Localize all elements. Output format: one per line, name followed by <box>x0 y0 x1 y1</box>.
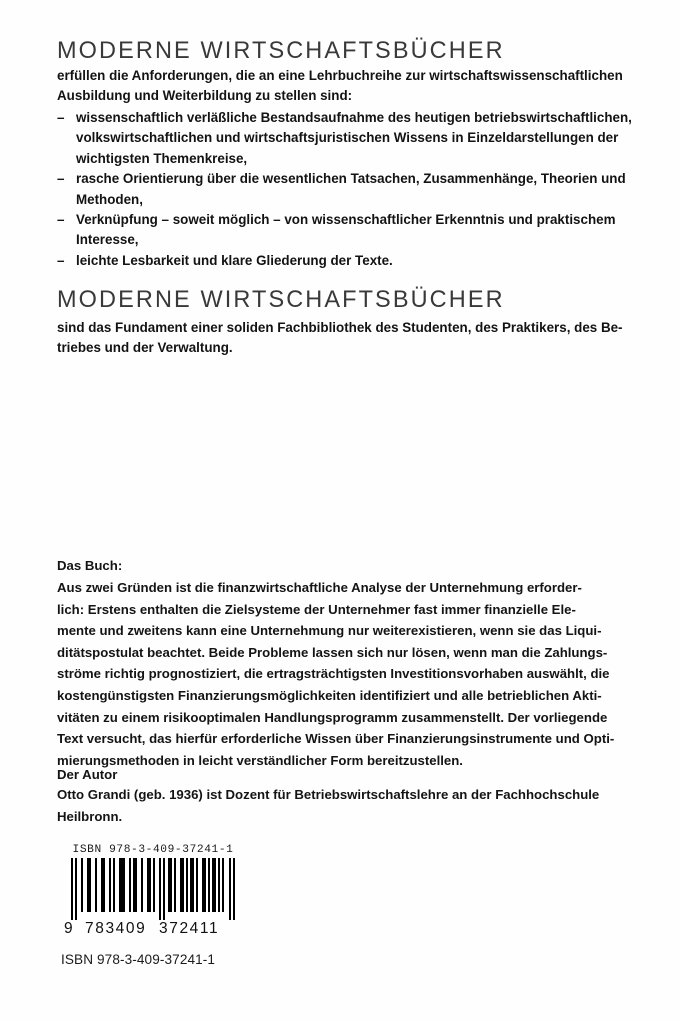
dash-marker-icon: – <box>57 171 65 187</box>
blurb-line: ströme richtig prognostiziert, die ertragsträchtigsten Investitionsvorhaben auswählt, die <box>57 666 610 682</box>
blurb-line: Text versucht, das hierfür erforderliche Wissen über Finanzierungsinstrumente und Opti- <box>57 731 615 747</box>
list-item-line: Verknüpfung – soweit möglich – von wissenschaftlicher Erkenntnis und praktischem <box>76 212 616 228</box>
blurb-line: lich: Erstens enthalten die Zielsysteme der Unternehmer fast immer finanzielle Ele- <box>57 601 576 617</box>
list-item-line: wissenschaftlich verläßliche Bestandsaufnahme des heutigen betriebswirtschaftlichen, <box>76 110 632 125</box>
series-intro-line-2: Ausbildung und Weiterbildung zu stellen sind: <box>57 88 353 104</box>
ean13-barcode-image <box>67 858 239 920</box>
author-bio-text <box>57 784 633 827</box>
list-item-line: rasche Orientierung über die wesentlichen Tatsachen, Zusammenhänge, Theorien und <box>76 171 626 187</box>
list-item <box>57 108 633 169</box>
series-heading-primary: MODERNE WIRTSCHAFTSBÜCHER <box>57 36 505 64</box>
barcode-digits-right: 372411 <box>159 920 220 937</box>
blurb-line: mente und zweitens kann eine Unternehmung nur weiterexistieren, wenn sie das Liqui- <box>57 623 602 639</box>
series-heading-secondary: MODERNE WIRTSCHAFTSBÜCHER <box>57 285 505 313</box>
author-bio-line: Heilbronn. <box>57 808 123 824</box>
series-intro-line-1: erfüllen die Anforderungen, die an eine Lehrbuchreihe zur wirtschaftswissenschaftlichen <box>57 68 623 83</box>
isbn-text: ISBN 978-3-409-37241-1 <box>61 952 216 967</box>
author-label: Der Autor <box>57 767 118 782</box>
list-item-line: volkswirtschaftlichen und wirtschaftsjuristischen Wissens in Einzeldarstellungen der <box>76 130 619 146</box>
series-intro-paragraph <box>57 66 633 107</box>
barcode-human-readable-digits <box>61 920 247 936</box>
blurb-line: vitäten zu einem risikooptimalen Handlungsprogramm zusammenstellt. Der vorliegende <box>57 709 608 725</box>
blurb-line: kostengünstigsten Finanzierungsmöglichkeiten identifiziert und alle betrieblichen Akti- <box>57 687 602 703</box>
list-item <box>57 251 633 271</box>
dash-marker-icon: – <box>57 110 65 125</box>
series-footer-line-2: triebes und der Verwaltung. <box>57 340 233 356</box>
list-item-line: wichtigsten Themenkreise, <box>76 150 248 166</box>
dash-marker-icon: – <box>57 212 65 228</box>
list-item-line: Methoden, <box>76 191 143 207</box>
series-criteria-list <box>57 108 633 271</box>
series-footer-line-1: sind das Fundament einer soliden Fachbibliothek des Studenten, des Praktikers, des Be- <box>57 320 623 335</box>
series-footer-paragraph <box>57 318 633 359</box>
list-item <box>57 169 633 210</box>
book-blurb-text <box>57 577 633 771</box>
isbn-barcode-block <box>61 843 261 936</box>
book-blurb-label: Das Buch: <box>57 558 123 573</box>
dash-marker-icon: – <box>57 252 65 268</box>
list-item-line: Interesse, <box>76 232 139 248</box>
list-item <box>57 210 633 251</box>
blurb-line: Aus zwei Gründen ist die finanzwirtschaftliche Analyse der Unternehmung erforder- <box>57 580 582 595</box>
author-bio-line: Otto Grandi (geb. 1936) ist Dozent für Betriebswirtschaftslehre an der Fachhochschule <box>57 787 600 802</box>
barcode-digit-lead: 9 <box>64 920 74 937</box>
blurb-line: ditätspostulat beachtet. Beide Probleme lassen sich nur lösen, wenn man die Zahlungs- <box>57 644 608 660</box>
blurb-line: mierungsmethoden in leicht verständlicher Form bereitzustellen. <box>57 752 463 768</box>
list-item-line: leichte Lesbarkeit und klare Gliederung der Texte. <box>76 252 393 268</box>
barcode-digits-left: 783409 <box>85 920 147 937</box>
barcode-isbn-caption: ISBN 978-3-409-37241-1 <box>72 844 234 856</box>
